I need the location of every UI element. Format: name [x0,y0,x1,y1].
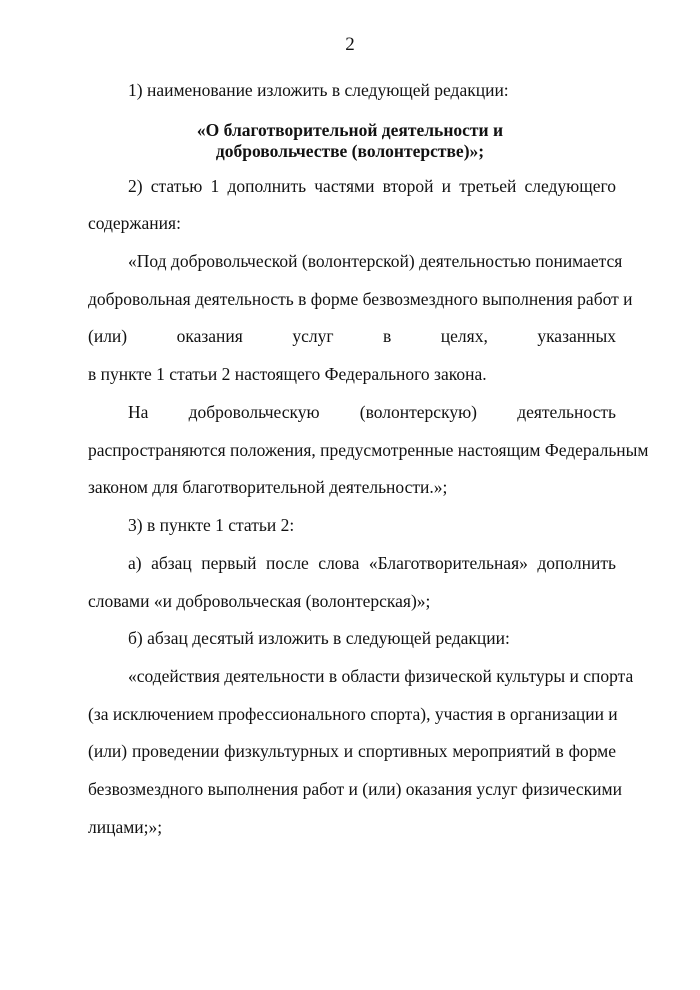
quote-3-line-1: «содействия деятельности в области физической культуры и спорта [128,666,634,686]
page-number: 2 [345,34,355,55]
item-1-text: 1) наименование изложить в следующей редакции: [128,80,509,100]
quote-2-line-1: На добровольческую (волонтерскую) деятельность [128,402,616,422]
quote-3-line-5: лицами;»; [88,817,163,837]
law-title-line-1: «О благотворительной деятельности и [196,120,504,140]
subitem-b-text: б) абзац десятый изложить в следующей редакции: [128,628,510,648]
quote-3-line-3: (или) проведении физкультурных и спортивных мероприятий в форме [88,741,616,761]
quote-3-line-2: (за исключением профессионального спорта), участия в организации и [88,704,618,724]
quote-1-line-2: добровольная деятельность в форме безвозмездного выполнения работ и [88,289,633,309]
quote-1-line-3: (или) оказания услуг в целях, указанных [88,326,616,346]
quote-2-line-2: распространяются положения, предусмотренные настоящим Федеральным [88,440,649,460]
law-title-line-2: добровольчестве (волонтерстве)»; [215,141,485,161]
quote-2-line-3: законом для благотворительной деятельности.»; [88,477,448,497]
item-3-text: 3) в пункте 1 статьи 2: [128,515,295,535]
item-2-line-1: 2) статью 1 дополнить частями второй и третьей следующего [128,176,616,196]
quote-1-line-4: в пункте 1 статьи 2 настоящего Федерального закона. [88,364,487,384]
quote-1-line-1: «Под добровольческой (волонтерской) деятельностью понимается [128,251,623,271]
subitem-a-line-1: а) абзац первый после слова «Благотворительная» дополнить [128,553,616,573]
quote-3-line-4: безвозмездного выполнения работ и (или) оказания услуг физическими [88,779,622,799]
subitem-a-line-2: словами «и добровольческая (волонтерская)»; [88,591,431,611]
item-2-line-2: содержания: [88,213,181,233]
